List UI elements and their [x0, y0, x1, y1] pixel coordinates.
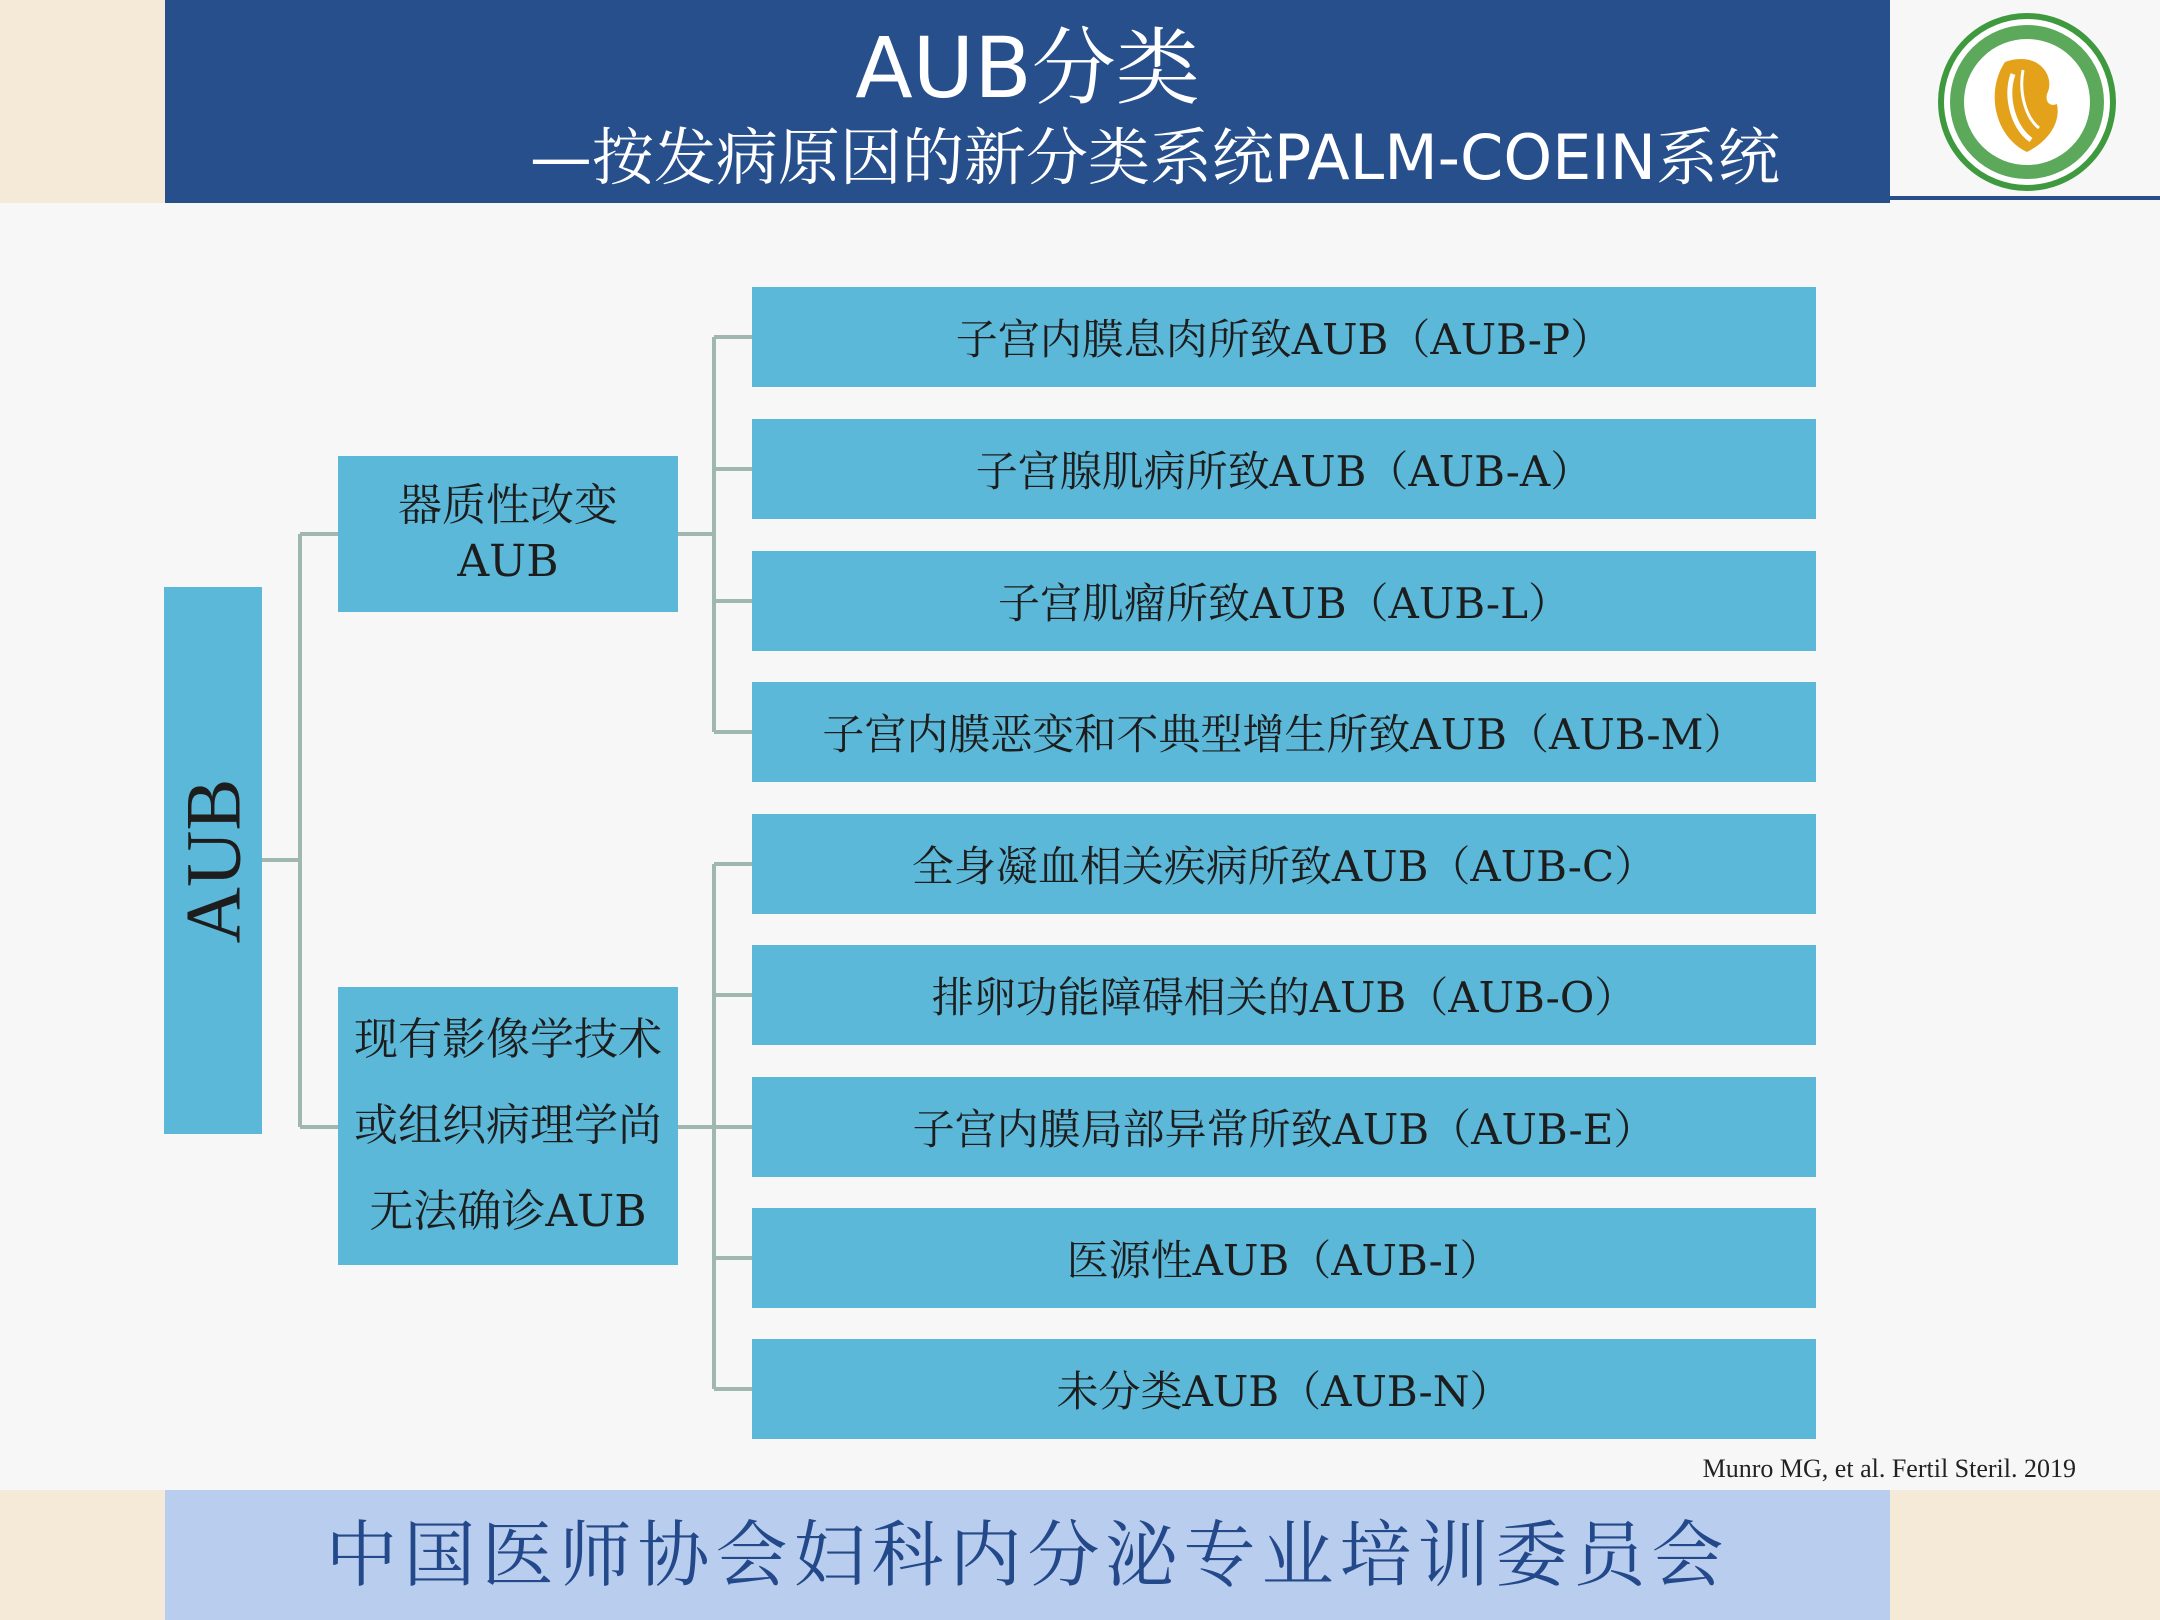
root-node-label: AUB — [169, 778, 256, 943]
leaf-node-aub-n: 未分类AUB（AUB-N） — [752, 1339, 1816, 1439]
leaf-node-aub-e: 子宫内膜局部异常所致AUB（AUB-E） — [752, 1077, 1816, 1177]
root-node-aub — [164, 587, 262, 1134]
slide-subtitle: —按发病原因的新分类系统PALM-COEIN系统 — [529, 121, 1780, 194]
group-nonorganic-line: 现有影像学技术 — [354, 1014, 662, 1065]
leaf-node-aub-c: 全身凝血相关疾病所致AUB（AUB-C） — [752, 814, 1816, 914]
group-node-organic — [338, 456, 678, 612]
leaf-node-aub-i: 医源性AUB（AUB-I） — [752, 1208, 1816, 1308]
leaf-node-aub-p: 子宫内膜息肉所致AUB（AUB-P） — [752, 287, 1816, 387]
leaf-node-aub-l: 子宫肌瘤所致AUB（AUB-L） — [752, 551, 1816, 651]
group-organic-line: AUB — [457, 536, 559, 587]
group-node-nonorganic — [338, 987, 678, 1265]
group-nonorganic-line: 无法确诊AUB — [369, 1186, 647, 1237]
leaf-node-aub-m: 子宫内膜恶变和不典型增生所致AUB（AUB-M） — [752, 682, 1816, 782]
leaf-node-aub-a: 子宫腺肌病所致AUB（AUB-A） — [752, 419, 1816, 519]
group-nonorganic-line: 或组织病理学尚 — [354, 1100, 662, 1151]
leaf-node-aub-o: 排卵功能障碍相关的AUB（AUB-O） — [752, 945, 1816, 1045]
slide-title: AUB分类 — [855, 19, 1200, 117]
slide-footer: 中国医师协会妇科内分泌专业培训委员会 — [165, 1490, 1890, 1620]
group-organic-line: 器质性改变 — [398, 480, 618, 531]
citation: Munro MG, et al. Fertil Steril. 2019 — [1702, 1454, 2076, 1483]
